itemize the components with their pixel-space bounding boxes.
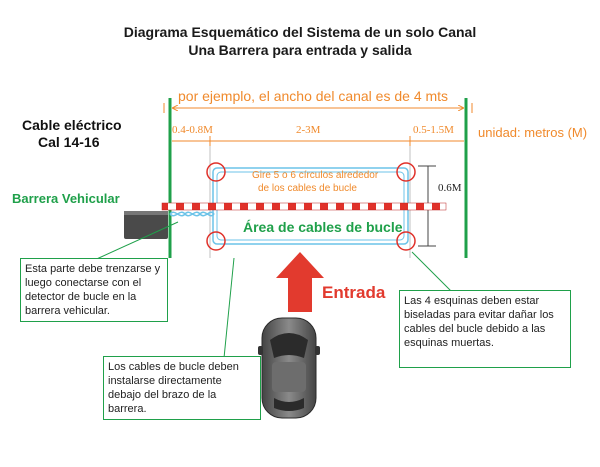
loop-area-label: Área de cables de bucle — [243, 219, 403, 235]
dim-mid-label: 2-3M — [296, 124, 321, 136]
dim-left-label: 0.4-0.8M — [172, 124, 213, 136]
diagram-title: Diagrama Esquemático del Sistema de un solo Canal — [123, 24, 477, 40]
dim-height-label: 0.6M — [438, 182, 462, 194]
note-install-under-arm: Los cables de bucle deben instalarse directamente debajo del brazo de la barrera. — [103, 356, 261, 420]
barrier-label: Barrera Vehicular — [12, 191, 120, 206]
turns-note-line2: de los cables de bucle — [258, 183, 357, 194]
barrier-arm — [162, 203, 446, 210]
turns-note-line1: Gire 5 o 6 círculos alrededor — [252, 170, 379, 181]
unit-label: unidad: metros (M) — [478, 125, 588, 140]
diagram-subtitle: Una Barrera para entrada y salida — [188, 42, 412, 58]
leader-bottom — [224, 258, 234, 358]
barrier-housing — [124, 211, 168, 239]
car-icon — [258, 318, 320, 418]
entrance-arrow — [276, 252, 324, 312]
note-bevel-corners: Las 4 esquinas deben estar biseladas para evitar dañar los cables del bucle debido a las esquinas muertas. — [399, 290, 571, 368]
note-twist-cable: Esta parte debe trenzarse y luego conectarse con el detector de bucle en la barrera vehicular. — [20, 258, 168, 322]
cable-gauge-label: Cal 14-16 — [38, 134, 100, 150]
entrance-label: Entrada — [322, 283, 386, 302]
leader-right — [412, 252, 452, 292]
cable-label: Cable eléctrico — [22, 117, 122, 133]
width-example-label: por ejemplo, el ancho del canal es de 4 mts — [178, 88, 449, 104]
dim-right-label: 0.5-1.5M — [413, 124, 454, 136]
